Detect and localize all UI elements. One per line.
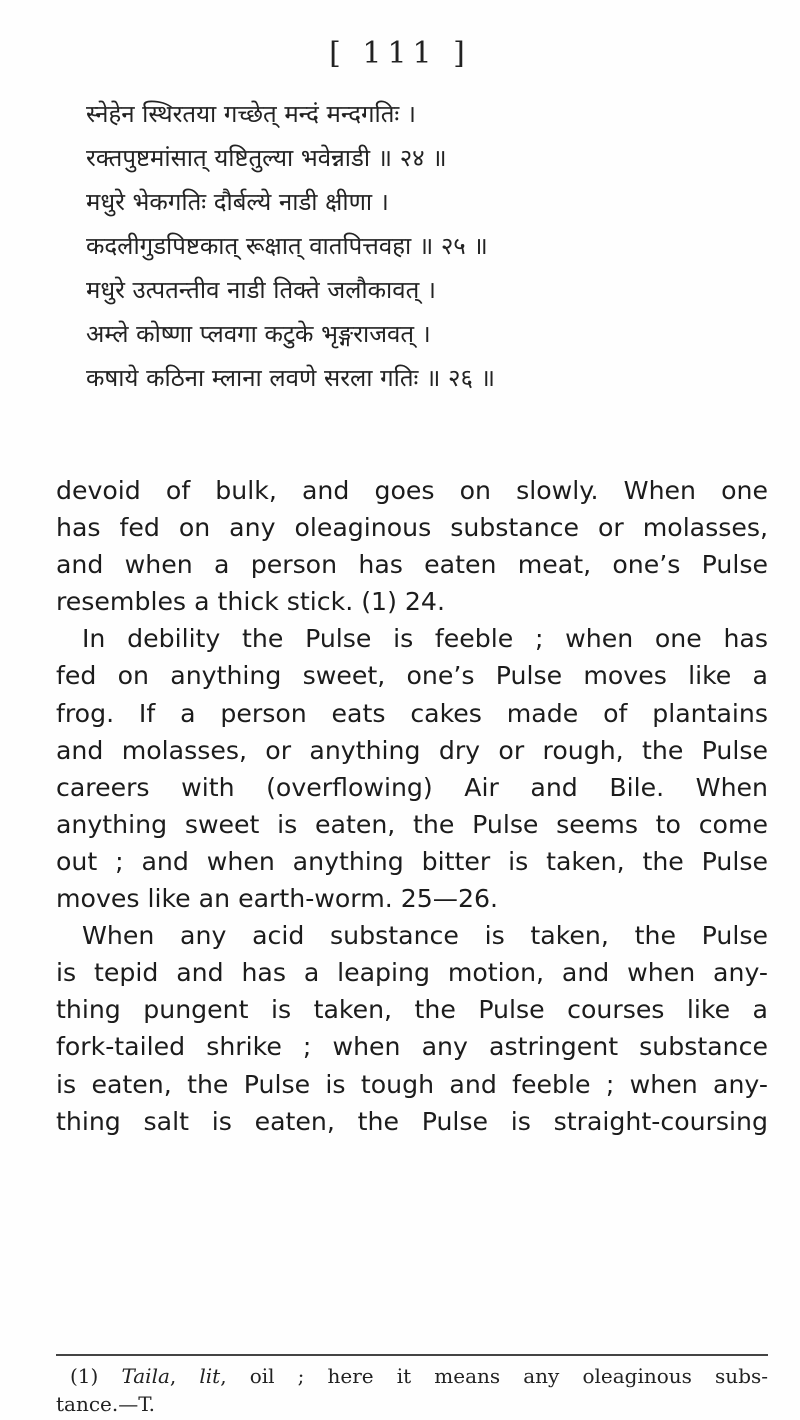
- sanskrit-line: कदलीगुडपिष्टकात्‌ रूक्षात्‌ वातपित्तवहा ॥ २५ ॥: [86, 232, 488, 260]
- text-line: moves like an earth-worm. 25—26.: [56, 884, 499, 914]
- footnote-term: Taila: [121, 1364, 170, 1388]
- text-line: devoid of bulk, and goes on slowly. When one: [56, 476, 768, 505]
- text-line: and molasses, or anything dry or rough, the Pulse: [56, 735, 768, 765]
- footnote-sep: ,: [169, 1364, 177, 1388]
- footnote: [56, 1362, 768, 1418]
- footnote-line: [56, 1362, 768, 1390]
- sanskrit-line: मधुरे उत्पतन्तीव नाडी तिक्ते जलौकावत्‌ ।: [86, 276, 437, 304]
- sanskrit-line: स्नेहेन स्थिरतया गच्छेत्‌ मन्दं मन्दगतिः ।: [86, 100, 416, 128]
- footnote-term-lit: lit: [199, 1364, 221, 1388]
- footnote-divider: [56, 1354, 768, 1356]
- text-line: anything sweet is eaten, the Pulse seems to come: [56, 809, 768, 839]
- page-number: [ 111 ]: [329, 36, 471, 71]
- text-line: fed on anything sweet, one’s Pulse moves like a: [56, 661, 768, 691]
- sanskrit-line: कषाये कठिना म्लाना लवणे सरला गतिः ॥ २६ ॥: [86, 364, 496, 392]
- text-line: has fed on any oleaginous substance or molasses,: [56, 513, 768, 543]
- text-line: is eaten, the Pulse is tough and feeble ; when any-: [56, 1069, 768, 1099]
- text-line: out ; and when anything bitter is taken, the Pulse: [56, 846, 768, 876]
- text-line: When any acid substance is taken, the Pulse: [82, 921, 768, 951]
- text-line: frog. If a person eats cakes made of plantains: [56, 698, 768, 728]
- text-line: is tepid and has a leaping motion, and when any-: [56, 958, 768, 988]
- sanskrit-line: रक्तपुष्टमांसात्‌ यष्टितुल्या भवेन्नाडी ॥ २४ ॥: [86, 144, 447, 172]
- footnote-text: , oil ; here it means any oleaginous subs-: [220, 1364, 769, 1388]
- sanskrit-verses: [86, 92, 726, 400]
- footnote-marker: (1): [70, 1364, 99, 1388]
- text-line: careers with (overflowing) Air and Bile. When: [56, 772, 768, 802]
- text-line: thing pungent is taken, the Pulse courses like a: [56, 995, 768, 1025]
- text-line: In debility the Pulse is feeble ; when one has: [82, 624, 768, 654]
- text-line: thing salt is eaten, the Pulse is straight-coursing: [56, 1106, 768, 1136]
- translation-text: [56, 472, 768, 1140]
- text-line: and when a person has eaten meat, one’s Pulse: [56, 550, 768, 580]
- sanskrit-line: मधुरे भेकगतिः दौर्बल्ये नाडी क्षीणा ।: [86, 188, 389, 216]
- text-line: fork-tailed shrike ; when any astringent substance: [56, 1032, 768, 1062]
- sanskrit-line: अम्ले कोष्णा प्लवगा कटुके भृङ्गराजवत्‌ ।: [86, 320, 431, 348]
- footnote-line: tance.—T.: [56, 1392, 155, 1416]
- text-line: resembles a thick stick. (1) 24.: [56, 587, 445, 617]
